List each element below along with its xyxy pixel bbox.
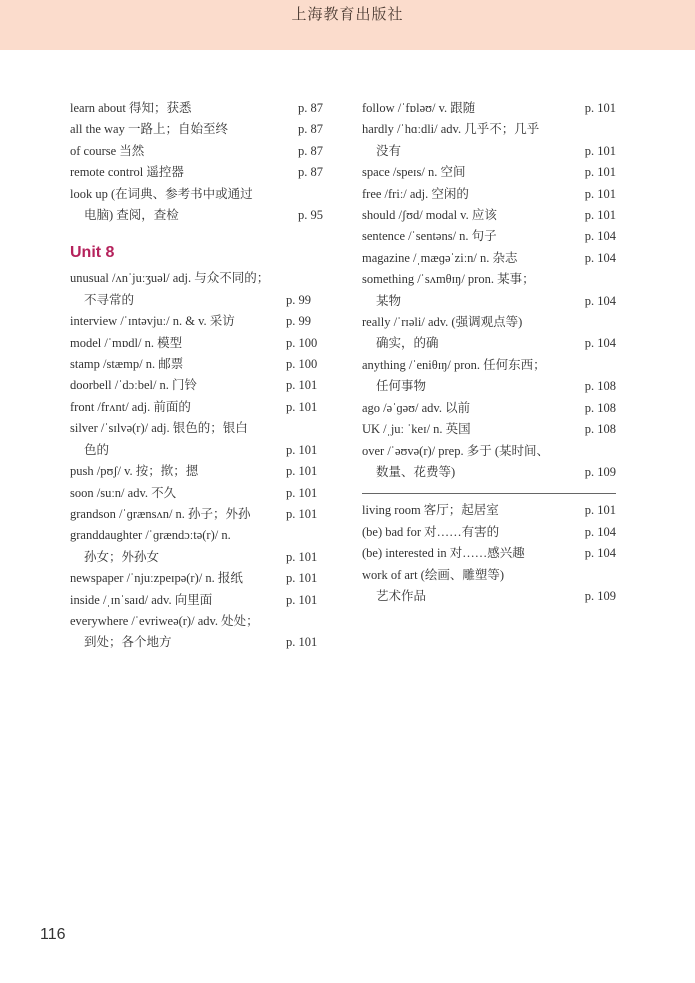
entry-continuation: 艺术作品 (376, 588, 427, 603)
entry-continuation: 不寻常的 (84, 292, 135, 307)
glossary-entry (362, 398, 616, 419)
entry-page-ref: p. 101 (286, 571, 318, 586)
entry-page-ref: p. 87 (298, 101, 323, 115)
entry-term: UK /ˌjuː ˈkeɪ/ n. 英国 (362, 422, 471, 437)
entry-term: should /ʃʊd/ modal v. 应该 (362, 208, 497, 223)
entry-page-ref: p. 104 (584, 524, 616, 539)
entry-term: remote control 遥控器 (70, 165, 184, 180)
entry-page-ref: p. 101 (286, 442, 318, 457)
entry-page-ref: p. 99 (286, 314, 311, 329)
glossary-entry (70, 504, 325, 525)
glossary-entry (70, 184, 325, 227)
entry-term: all the way 一路上；自始至终 (70, 122, 228, 137)
glossary-right-column (362, 98, 616, 607)
entry-page-ref: p. 108 (584, 422, 616, 437)
entry-continuation: 色的 (84, 442, 110, 457)
entry-term: front /frʌnt/ adj. 前面的 (70, 399, 191, 414)
glossary-entry (362, 312, 616, 355)
entry-term: really /ˈrɪəli/ adv. (强调观点等) (362, 315, 523, 330)
entry-page-ref: p. 101 (286, 485, 318, 500)
glossary-list-phrases (362, 500, 616, 607)
glossary-list-right-top (362, 98, 616, 483)
entry-page-ref: p. 108 (584, 379, 616, 394)
entry-term: everywhere /ˈevriweə(r)/ adv. 处处； (70, 613, 259, 628)
publisher-title: 上海教育出版社 (291, 5, 404, 23)
entry-continuation: 数量、花费等) (376, 464, 456, 479)
entry-term: grandson /ˈɡrænsʌn/ n. 孙子；外孙 (70, 506, 251, 521)
entry-page-ref: p. 101 (286, 399, 318, 414)
glossary-entry (70, 611, 325, 654)
entry-page-ref: p. 104 (584, 336, 616, 351)
entry-term: follow /ˈfɒləʊ/ v. 跟随 (362, 101, 476, 115)
entry-page-ref: p. 95 (298, 208, 323, 223)
entry-term: stamp /stæmp/ n. 邮票 (70, 357, 184, 372)
entry-term: space /speɪs/ n. 空间 (362, 165, 466, 180)
entry-term: free /friː/ adj. 空闲的 (362, 186, 469, 201)
entry-page-ref: p. 100 (286, 357, 318, 372)
entry-term: push /pʊʃ/ v. 按；揿；摁 (70, 464, 199, 479)
entry-page-ref: p. 87 (298, 143, 323, 158)
entry-term: inside /ˌɪnˈsaɪd/ adv. 向里面 (70, 592, 213, 607)
glossary-entry (70, 483, 325, 504)
glossary-entry (70, 568, 325, 589)
entry-term: (be) interested in 对……感兴趣 (362, 546, 525, 561)
glossary-entry (70, 418, 325, 461)
glossary-entry (362, 543, 616, 564)
entry-continuation: 没有 (376, 143, 402, 158)
entry-page-ref: p. 101 (584, 101, 616, 115)
entry-page-ref: p. 101 (286, 506, 318, 521)
entry-page-ref: p. 104 (584, 293, 616, 308)
glossary-entry (70, 141, 325, 162)
entry-term: silver /ˈsɪlvə(r)/ adj. 银色的；银白 (70, 421, 248, 436)
glossary-entry (362, 565, 616, 608)
entry-page-ref: p. 101 (584, 143, 616, 158)
glossary-entry (362, 441, 616, 484)
glossary-entry (362, 184, 616, 205)
entry-term: newspaper /ˈnjuːzpeɪpə(r)/ n. 报纸 (70, 571, 243, 586)
glossary-entry (362, 269, 616, 312)
entry-continuation: 到处；各个地方 (84, 635, 172, 650)
entry-page-ref: p. 100 (286, 335, 318, 350)
entry-page-ref: p. 104 (584, 229, 616, 244)
glossary-entry (362, 98, 616, 119)
glossary-list-left-top (70, 98, 325, 226)
glossary-list-unit8 (70, 268, 325, 653)
entry-term: living room 客厅；起居室 (362, 503, 499, 518)
glossary-entry (362, 500, 616, 521)
entry-term: interview /ˈɪntəvjuː/ n. & v. 采访 (70, 314, 235, 329)
page-number: 116 (40, 926, 66, 943)
entry-term: (be) bad for 对……有害的 (362, 524, 500, 539)
entry-page-ref: p. 109 (584, 464, 616, 479)
glossary-entry (70, 461, 325, 482)
section-divider (362, 493, 616, 494)
entry-continuation: 任何事物 (376, 379, 427, 394)
glossary-entry (362, 205, 616, 226)
entry-continuation: 确实，的确 (376, 336, 439, 351)
glossary-entry (362, 162, 616, 183)
glossary-entry (70, 590, 325, 611)
glossary-entry (70, 525, 325, 568)
glossary-entry (362, 419, 616, 440)
glossary-entry (70, 397, 325, 418)
entry-page-ref: p. 87 (298, 122, 323, 137)
glossary-entry (362, 522, 616, 543)
entry-page-ref: p. 109 (584, 588, 616, 603)
entry-page-ref: p. 101 (584, 503, 616, 518)
entry-page-ref: p. 104 (584, 546, 616, 561)
entry-term: granddaughter /ˈɡrændɔːtə(r)/ n. (70, 528, 231, 543)
entry-page-ref: p. 101 (286, 592, 318, 607)
entry-page-ref: p. 101 (286, 378, 318, 393)
entry-term: anything /ˈeniθɪŋ/ pron. 任何东西； (362, 357, 546, 372)
entry-page-ref: p. 101 (286, 464, 318, 479)
entry-term: of course 当然 (70, 143, 145, 158)
entry-term: model /ˈmɒdl/ n. 模型 (70, 335, 183, 350)
entry-page-ref: p. 101 (584, 186, 616, 201)
entry-term: sentence /ˈsentəns/ n. 句子 (362, 229, 497, 244)
entry-page-ref: p. 101 (584, 208, 616, 223)
page-header-band (0, 0, 695, 50)
entry-term: over /ˈəʊvə(r)/ prep. 多于 (某时间、 (362, 443, 550, 458)
entry-term: work of art (绘画、雕塑等) (362, 567, 504, 582)
unit-heading: Unit 8 (70, 244, 115, 262)
entry-term: hardly /ˈhɑːdli/ adv. 几乎不；几乎 (362, 122, 540, 137)
entry-page-ref: p. 101 (286, 549, 318, 564)
entry-term: something /ˈsʌmθɪŋ/ pron. 某事； (362, 272, 535, 287)
entry-page-ref: p. 108 (584, 400, 616, 415)
glossary-entry (362, 226, 616, 247)
entry-term: soon /suːn/ adv. 不久 (70, 485, 177, 500)
entry-page-ref: p. 101 (584, 165, 616, 180)
entry-term: learn about 得知；获悉 (70, 101, 192, 115)
glossary-entry (70, 375, 325, 396)
entry-term: unusual /ʌnˈjuːʒuəl/ adj. 与众不同的； (70, 271, 270, 286)
entry-page-ref: p. 87 (298, 165, 323, 180)
glossary-entry (362, 248, 616, 269)
entry-term: magazine /ˌmæɡəˈziːn/ n. 杂志 (362, 250, 518, 265)
entry-page-ref: p. 99 (286, 292, 311, 307)
glossary-entry (70, 354, 325, 375)
glossary-entry (362, 119, 616, 162)
entry-continuation: 孙女；外孙女 (84, 549, 160, 564)
glossary-entry (70, 162, 325, 183)
glossary-entry (70, 98, 325, 119)
glossary-entry (362, 355, 616, 398)
entry-continuation: 电脑) 查阅，查检 (84, 208, 179, 223)
entry-term: doorbell /ˈdɔːbel/ n. 门铃 (70, 378, 198, 393)
glossary-entry (70, 119, 325, 140)
entry-page-ref: p. 104 (584, 250, 616, 265)
glossary-left-column (70, 98, 325, 654)
entry-page-ref: p. 101 (286, 635, 318, 650)
glossary-entry (70, 311, 325, 332)
glossary-entry (70, 333, 325, 354)
entry-term: look up (在词典、参考书中或通过 (70, 186, 253, 201)
glossary-entry (70, 268, 325, 311)
entry-term: ago /əˈɡəʊ/ adv. 以前 (362, 400, 471, 415)
entry-continuation: 某物 (376, 293, 402, 308)
